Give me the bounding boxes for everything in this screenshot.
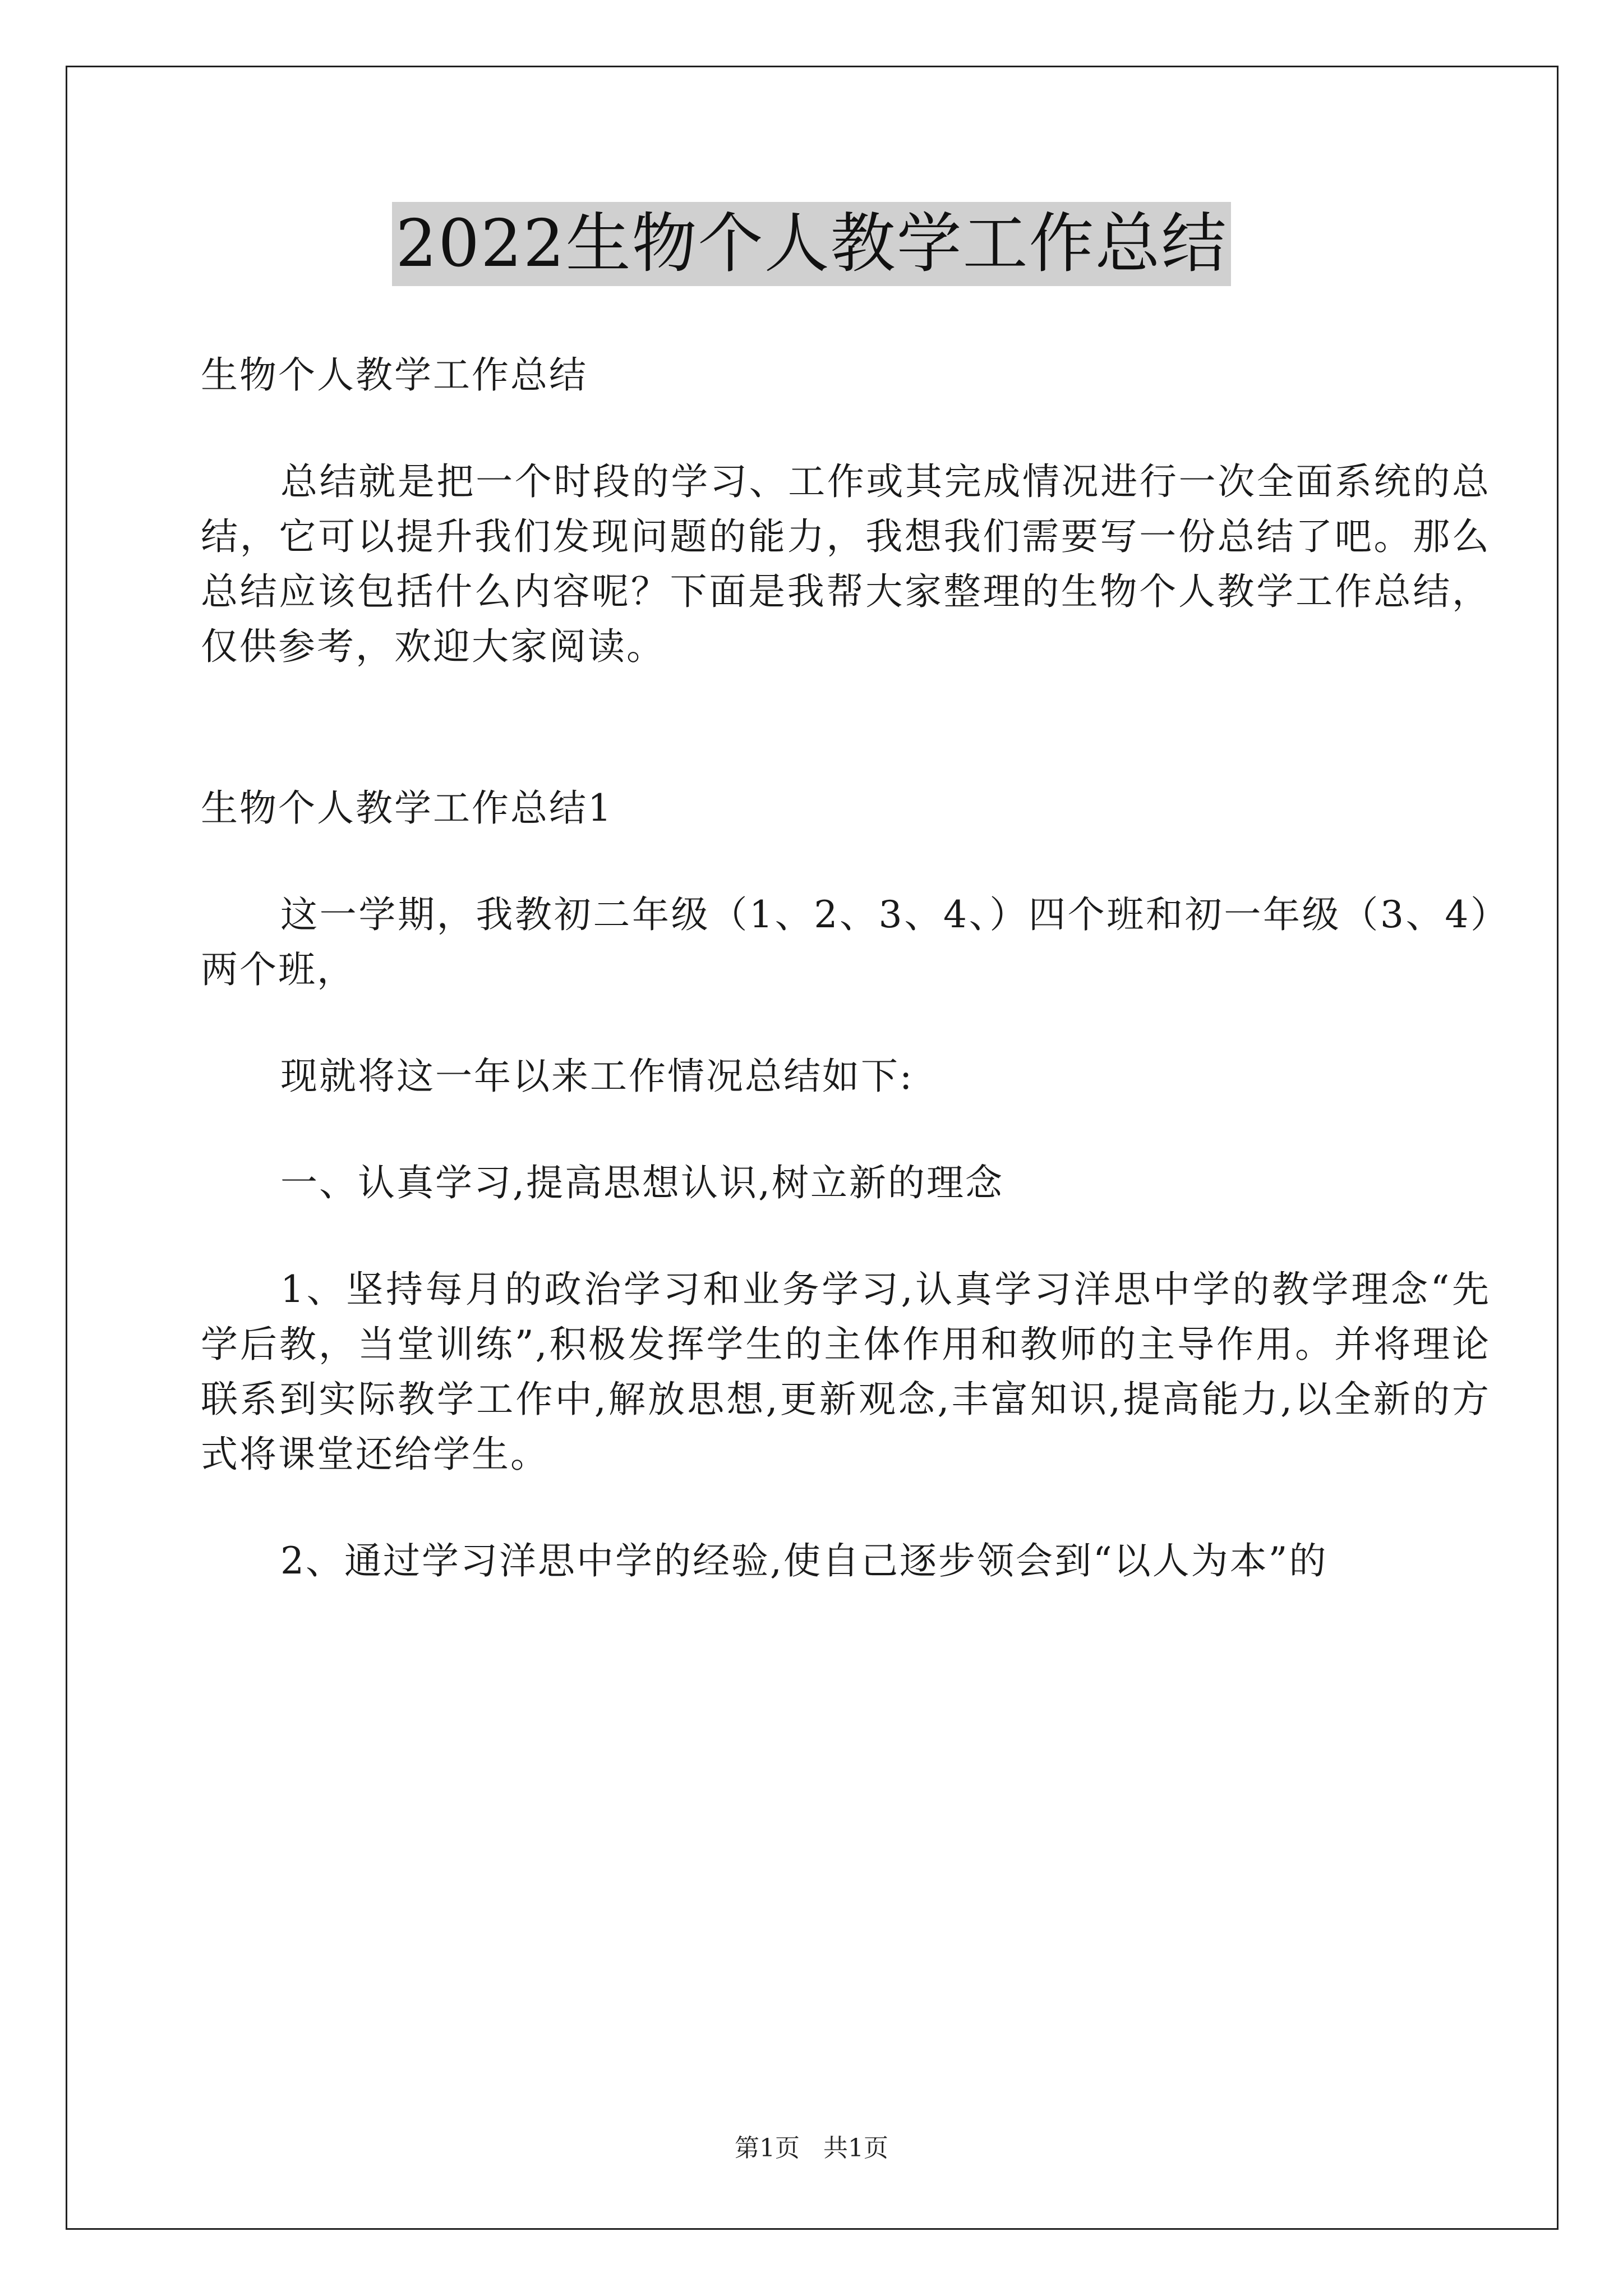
document-subtitle: 生物个人教学工作总结: [201, 353, 588, 397]
title-container: [0, 202, 1623, 286]
body-paragraph-2: 现就将这一年以来工作情况总结如下:: [280, 1055, 914, 1098]
body-paragraph-3: 一、认真学习,提高思想认识,树立新的理念: [280, 1161, 1004, 1204]
page-footer: 第1页 共1页: [735, 2134, 888, 2162]
intro-paragraph: 总结就是把一个时段的学习、工作或其完成情况进行一次全面系统的总结，它可以提升我们发现问题的能力，我想我们需要写一份总结了吧。那么总结应该包括什么内容呢？下面是我帮大家整理的生物个人教学工作总结，仅供参考，欢迎大家阅读。: [201, 460, 1491, 668]
document-body: [201, 348, 1491, 1589]
section-heading: 生物个人教学工作总结1: [201, 786, 613, 830]
body-paragraph-4: 1、坚持每月的政治学习和业务学习,认真学习洋思中学的教学理念“先学后教，当堂训练”,积极发挥学生的主体作用和教师的主导作用。并将理论联系到实际教学工作中,解放思想,更新观念,丰富知识,提高能力,以全新的方式将课堂还给学生。: [201, 1268, 1491, 1476]
body-paragraph-5: 2、通过学习洋思中学的经验,使自己逐步领会到“以人为本”的: [280, 1539, 1328, 1582]
document-title: 2022生物个人教学工作总结: [392, 202, 1230, 286]
body-paragraph-1: 这一学期，我教初二年级（1、2、3、4、）四个班和初一年级（3、4）两个班，: [201, 893, 1491, 991]
